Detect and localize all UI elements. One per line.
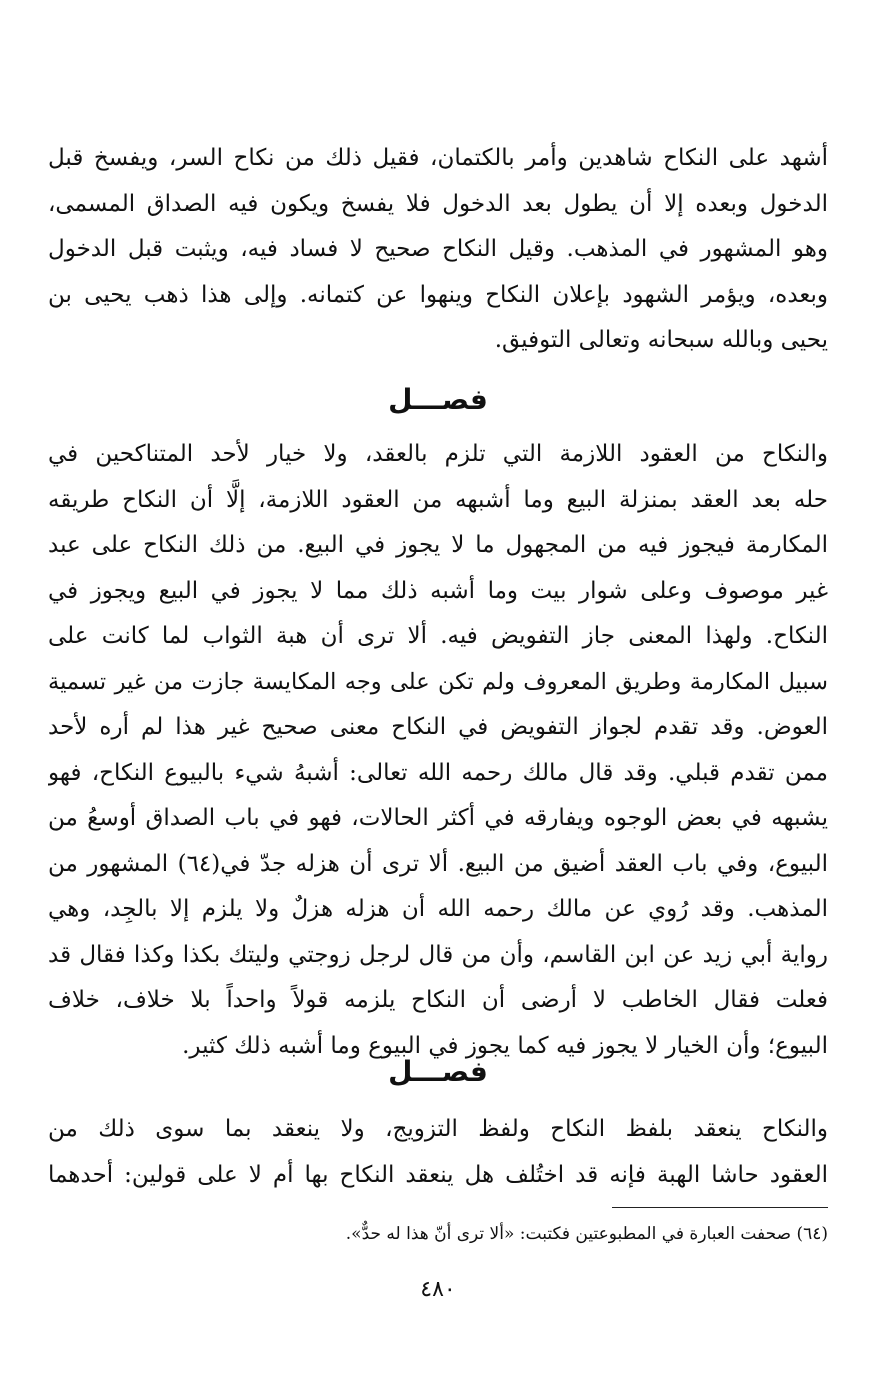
text-line: يحيى وبالله سبحانه وتعالى التوفيق. xyxy=(494,327,828,353)
text-line: غير موصوف وعلى شوار بيت وما أشبه ذلك مما لا يجوز في البيع ويجوز في xyxy=(48,577,828,604)
text-line: وهو المشهور في المذهب. وقيل النكاح صحيح لا فساد فيه، ويثبت قبل الدخول xyxy=(48,236,828,262)
text-line: الدخول وبعده إلا أن يطول بعد الدخول فلا يفسخ ويكون فيه الصداق المسمى، xyxy=(48,190,828,217)
text-line: أشهد على النكاح شاهدين وأمر بالكتمان، فقيل ذلك من نكاح السر، ويفسخ قبل xyxy=(48,145,828,171)
footnote-divider xyxy=(612,1207,828,1208)
text-line: البيوع، وفي باب العقد أضيق من البيع. ألا ترى أن هزله جدّ في(٦٤) المشهور من xyxy=(48,850,828,877)
text-line: وبعده، ويؤمر الشهود بإعلان النكاح وينهوا عن كتمانه. وإلى هذا ذهب يحيى بن xyxy=(48,281,828,308)
text-line: سبيل المكارمة وطريق المعروف ولم تكن على وجه المكايسة جازت من غير تسمية xyxy=(48,668,828,695)
text-line: حله بعد العقد بمنزلة البيع وما أشبهه من العقود اللازمة، إلَّا أن النكاح طريقه xyxy=(48,486,828,513)
text-line: المكارمة فيجوز فيه من المجهول ما لا يجوز في البيع. من ذلك النكاح على عبد xyxy=(48,532,828,558)
paragraph-continuation xyxy=(48,136,828,364)
text-line: يشبهه في بعض الوجوه ويفارقه في أكثر الحالات، فهو في باب الصداق أوسعُ من xyxy=(48,805,828,831)
text-line: رواية أبي زيد عن ابن القاسم، وأن من قال لرجل زوجتي وليتك بكذا وكذا فقال قد xyxy=(48,941,828,968)
text-line: والنكاح من العقود اللازمة التي تلزم بالعقد، ولا خيار لأحد المتناكحين في xyxy=(48,441,828,467)
text-line: العقود حاشا الهبة فإنه قد اختُلف هل ينعقد النكاح بها أم لا على قولين: أحدهما xyxy=(48,1161,828,1188)
text-line: العوض. وقد تقدم لجواز التفويض في النكاح معنى صحيح غير هذا لم أره لأحد xyxy=(48,714,828,740)
paragraph-section-2 xyxy=(48,1107,828,1198)
text-line: البيوع؛ وأن الخيار لا يجوز فيه كما يجوز في البيوع وما أشبه ذلك كثير. xyxy=(182,1032,828,1059)
text-line: والنكاح ينعقد بلفظ النكاح ولفظ التزويج، ولا ينعقد بما سوى ذلك من xyxy=(48,1116,828,1142)
text-line: النكاح. ولهذا المعنى جاز التفويض فيه. ألا ترى أن هبة الثواب لما كانت على xyxy=(48,623,828,649)
text-line: ممن تقدم قبلي. وقد قال مالك رحمه الله تعالى: أشبهُ شيء بالبيوع النكاح، فهو xyxy=(48,759,828,786)
section-heading: فصـــل xyxy=(388,383,488,416)
footnote: (٦٤) صحفت العبارة في المطبوعتين فكتبت: «ألا ترى أنّ هذا له حدٌّ». xyxy=(345,1224,828,1244)
text-line: فعلت فقال الخاطب لا أرضى أن النكاح يلزمه قولاً واحداً بلا خلاف، خلاف xyxy=(48,987,828,1013)
text-line: المذهب. وقد رُوي عن مالك رحمه الله أن هزله هزلٌ ولا يلزم إلا بالجِد، وهي xyxy=(48,896,828,922)
page-number: ٤٨٠ xyxy=(420,1277,456,1302)
paragraph-section-1 xyxy=(48,432,828,1069)
section-heading: فصـــل xyxy=(388,1055,488,1088)
